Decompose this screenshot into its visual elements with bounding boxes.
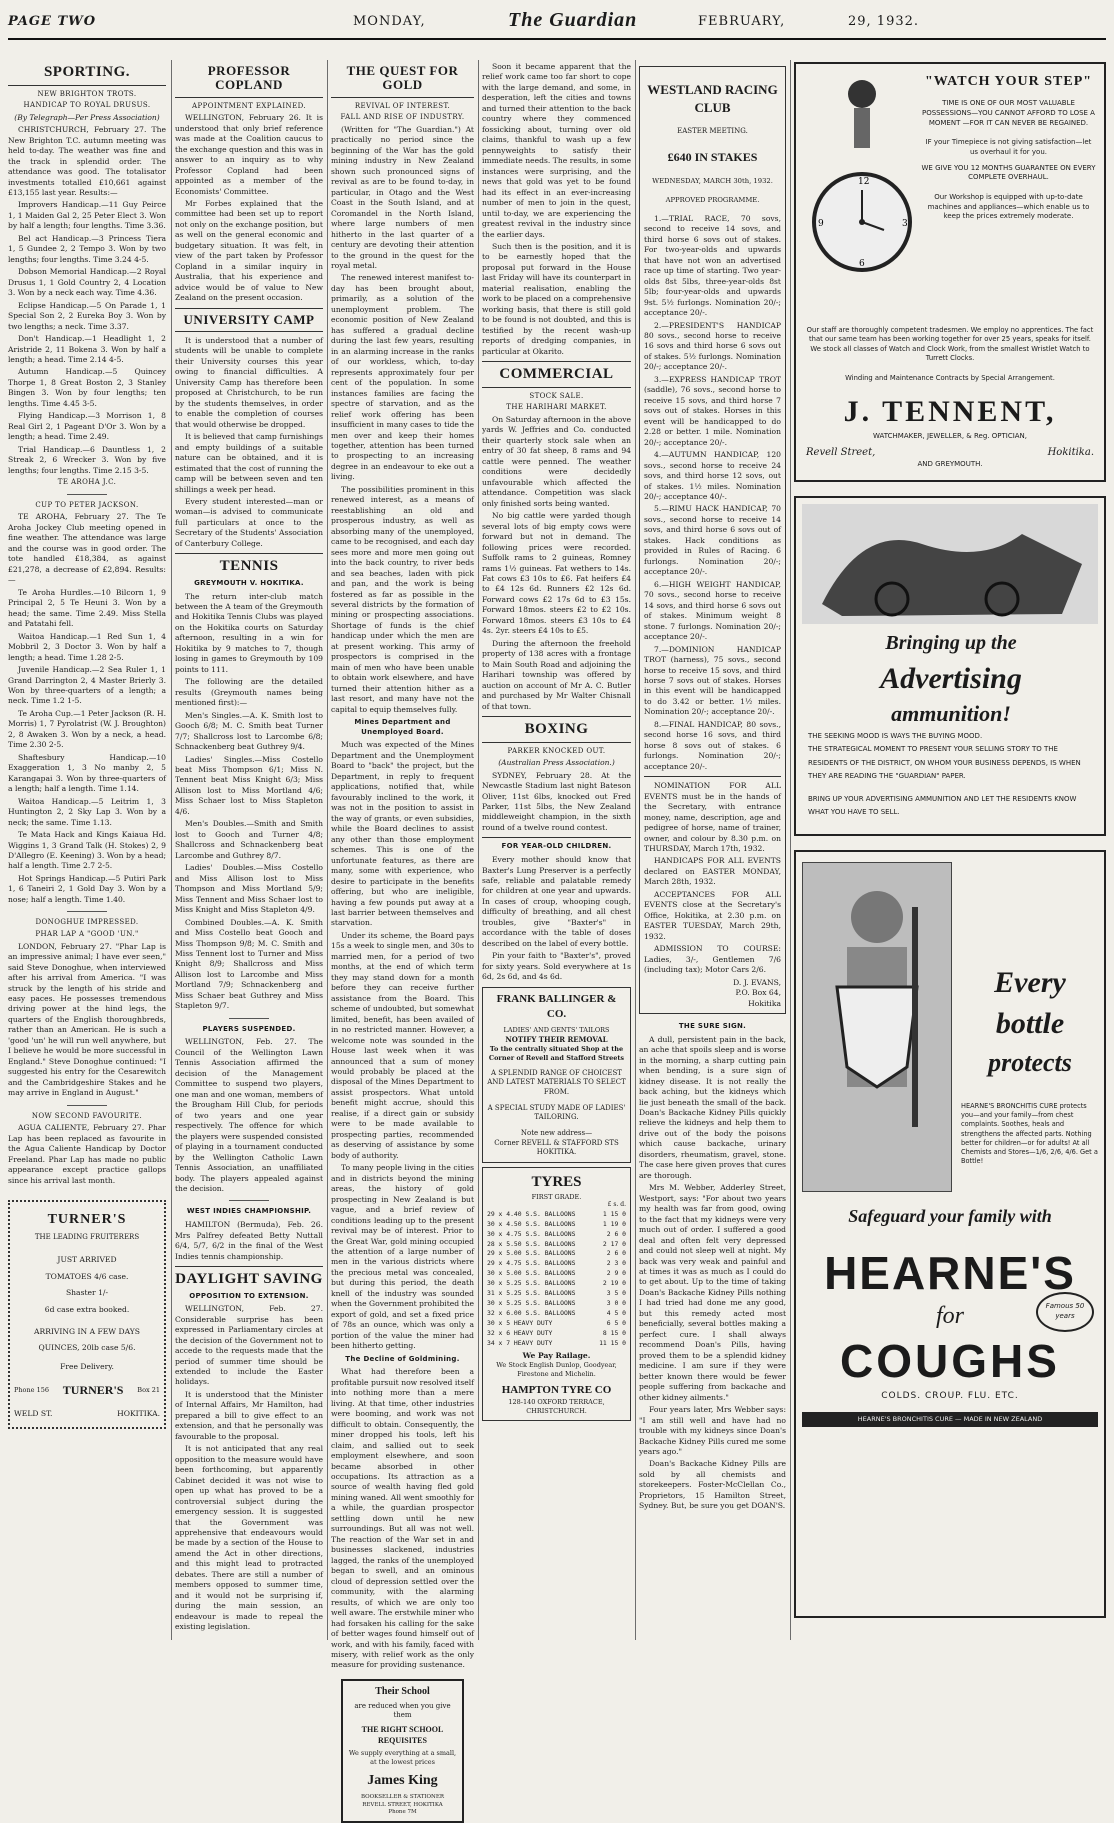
svg-text:9: 9 [818,219,824,229]
heading: Mines Department and Unemployed Board. [354,718,451,736]
tyre-row [487,1319,626,1329]
tennent-advert [794,62,1106,482]
tyre-size: 30 x 5.25 S.S. BALLOONS [487,1299,576,1308]
james-king-advert [341,1679,464,1823]
paragraph: Under its scheme, the Board pays 15s a week to single men, and 30s to married men, for a period of two months, at the end of which term they may stand down for a month before they can receive further assistance from the Board. This scheme of undoubted, but somewhat limited, benefit, has been availed of in no restricted manner. However, a welcome note was sounded in the House last week when it was announced that a sum of money would probably be placed at the disposal of the Mines Department to assist prospectors. What untold benefit might accrue, should this realise, if a direct gain or subsidy were to be made available to prospecting parties, recommended as deserving of assistance by some body of authority. [331,930,474,1160]
column-adverts [794,62,1106,1637]
ad-line: Revell Street, [806,446,876,458]
paragraph: Much was expected of the Mines Department and the Unemployment Board to "back" the project, but the Department, in reply to frequent applications, notified that, while favourably inclined to the work, it was not in the position to assist in the way of grants, or even subsidies, while the Board declines to assist any other than those employment schemes. This is one of the unfortunate features, as there are many, some with experience, who desire to participate in the benefits offering, but who are ineligible, having a few pounds put away at a last barrier between themselves and starvation. [331,740,474,928]
tyre-size: 28 x 5.50 S.S. BALLOONS [487,1239,576,1248]
ad-title: HEARNE'S [824,1247,1076,1299]
ad-line: LADIES' AND GENTS' TAILORS [503,1026,610,1034]
tyre-size: 29 x 5.00 S.S. BALLOONS [487,1249,576,1258]
result: Don't Handicap.—1 Headlight 1, 2 Aristride 2, 11 Bokena 3. Won by half a length; a head. Time 2.14 4-5. [8,334,166,364]
tyres-advert [482,1167,631,1421]
notice: ACCEPTANCES FOR ALL EVENTS close at the Secretary's Office, Hokitika, at 2.30 p.m. on EASTER TUESDAY, March 29th, 1932. [644,889,781,941]
ad-line: EASTER MEETING. [677,126,748,135]
paragraph: Men's Doubles.—Smith and Smith lost to Gooch and Turner 4/8; Shallcross and Schnackenberg beat Larcombe and Guthrey 8/7. [175,819,323,860]
copland-title: PROFESSOR COPLAND [207,63,291,93]
paragraph: Men's Singles.—A. K. Smith lost to Gooch 6/8; M. C. Smith beat Turner 7/7; Shallcross lost to Larcombe 6/8; Schnackenberg beat Guthrey 9/4. [175,710,323,752]
ad-line: for [935,1303,964,1329]
tyre-price: 6 5 0 [606,1318,626,1327]
paragraph: A dull, persistent pain in the back, an ache that spoils sleep and is worse in the morning, a sharp cutting pain when bending, is a sure sign of kidney disease. It is not really the back aching, but the kidneys which lie just beneath the small of the back. Doan's Backache Kidney Pills quickly relieve the kidneys and help them to drive out of the body the poisons which cause backache, urinary disorders, rheumatism, gravel, stone. The case here given proves that cures are thorough. [639,1034,787,1180]
ad-line: TURNER'S [62,1383,124,1398]
ad-line: Box 21 [137,1386,160,1395]
paragraph: Four years later, Mrs Webber says: "I am still well and have had no trouble with my kidneys since Doan's Backache Kidney Pills cured me some years ago." [639,1405,786,1456]
paragraph: The return inter-club match between the A team of the Greymouth and Hokitika Tennis Clubs was played on the Hokitika courts on Saturday afternoon, resulting in a win for Hokitika by 9 matches to 7, though losing in games to Greymouth by 109 points to 111. [175,591,323,674]
knight-icon [817,877,937,1177]
paragraph: The possibilities prominent in this renewed interest, as a means of reestablishing an old and prosperous industry, as well as absorbing many of the unemployed, came to be recognised, and each day sees more and more men going out into the back country, to river beds and sea beaches, laden with pick and pan, and the work is being fostered as far as possible in the several districts by the formation of mining or prospecting associations. Shortage of funds is the chief handicap under which the men are at present working. This army of prospectors is comprised in the main of men who have been unable to obtain work elsewhere, and have turned their attention hither as a last resort, and many have not the capital to equip themselves fully. [331,484,474,714]
heading: HANDICAP TO ROYAL DRUSUS. [23,101,151,110]
ad-line: Free Delivery. [60,1361,114,1371]
ad-line: QUINCES, 20lb case 5/6. [38,1343,136,1353]
ad-title: WESTLAND RACING [647,82,778,97]
ad-title: protects [988,1047,1072,1077]
heading: NOW SECOND FAVOURITE. [31,1111,143,1120]
result: Dobson Memorial Handicap.—2 Royal Drusus 1, 1 Gold Country 2, 4 Location 3. Won by a neck each way. Time 4.36. [8,267,166,298]
svg-text:6: 6 [859,259,865,269]
ad-title: J. TENNENT, [843,394,1057,428]
notice: ADMISSION TO COURSE: Ladies, 3/-, Gentlemen 7/6 (including tax); Motor Cars 2/6. [644,944,781,975]
column-rule [478,60,479,1640]
tyre-size: 30 x 5.00 S.S. BALLOONS [487,1269,576,1278]
tyre-price: 2 19 0 [602,1279,626,1288]
signature: Hokitika [748,998,781,1008]
ad-line: WEDNESDAY, MARCH 30th, 1932. [652,177,773,186]
paragraph: Ladies' Doubles.—Miss Costello and Miss Allison lost to Miss Thompson and Miss Mortland 5/9; Miss Tennent and Miss Schaer lost to Miss Knight and Miss Stapleton 4/9. [175,863,323,915]
column-commercial [482,62,631,1637]
daylight-title: DAYLIGHT SAVING [175,1271,323,1288]
masthead-title: The Guardian [508,9,638,31]
boxing-title: BOXING [524,721,589,738]
ad-line: TIME IS ONE OF OUR MOST VALUABLE POSSESSIONS—YOU CANNOT AFFORD TO LOSE A MOMENT —FOR IT CAN NEVER BE REGAINED. [922,99,1095,127]
svg-text:12: 12 [858,177,870,187]
tyre-price: 2 6 0 [606,1229,626,1238]
paragraph: WELLINGTON, Feb. 27. Considerable surprise has been expressed in Parliamentary circles at the decision of the Government not to accede to the requests made that the period of summer time should be extended to include the Easter holidays. [175,1304,323,1387]
ad-line: HAMPTON TYRE CO [501,1384,612,1397]
paragraph: During the afternoon the freehold property of 138 acres with a frontage to Main South Road and adjoining the Harihari township was offered by auction on account of Mr A. C. Butler and purchased by Mr Walter Chisnall of that town. [482,638,631,711]
paragraph: Mr Forbes explained that the committee had been set up to report not only on the exchange position, but as well on the general economic and budgetary situation. It was felt, in view of the part taken by Professor Copland in a similar inquiry in Australia, that his experience and advice would be of value to New Zealand on the present occasion. [175,199,323,303]
paragraph: Doan's Backache Kidney Pills are sold by all chemists and storekeepers. Foster-McClellan Co., Proprietors, 15 Hamilton Street, Sydney. But, be sure you get DOAN'S. [639,1459,786,1511]
tennis-title: TENNIS [219,558,279,575]
ad-line: Shaster 1/- [65,1288,109,1298]
tyre-size: 31 x 5.25 S.S. BALLOONS [487,1289,576,1298]
tyre-price: 2 6 0 [606,1249,626,1258]
ad-line: TOMATOES 4/6 case. [45,1271,129,1281]
tyre-price: 1 19 0 [602,1219,626,1228]
ad-line: WELD ST. [14,1408,53,1418]
tyre-price: 3 0 0 [606,1299,626,1308]
tyre-row [487,1339,626,1349]
ad-line: FIRST GRADE. [531,1192,582,1201]
tyre-row [487,1329,626,1339]
column-rule [790,60,791,1640]
event: 5.—RIMU HACK HANDICAP, 70 sovs., second horse to receive 14 sovs, and third horse 6 sovs out of stakes. Hack conditions as provided in Rules of Racing. 6 furlongs. Nomination 20/-; acceptance 20/-. [644,504,781,577]
result: Waitoa Handicap.—5 Leitrim 1, 3 Huntington 2, 2 Sky Lap 3. Won by a neck; the same. Time 1.13. [8,796,166,827]
column-rule [635,60,636,1640]
paragraph: HAMILTON (Bermuda), Feb. 26. Mrs Palfrey defeated Betty Nuttall 6/4, 5/7, 6/2 in the final of the West Indies tennis championship. [175,1220,323,1261]
ad-line: We Pay Railage. [522,1350,591,1360]
event: 8.—FINAL HANDICAP, 80 sovs., second horse 16 sovs, and third horse 8 sovs out of stakes. 6 furlongs. Nomination 20/-; acceptance 20/-. [644,719,781,771]
notice: HANDICAPS FOR ALL EVENTS declared on EASTER MONDAY, March 28th, 1932. [644,856,781,887]
ad-line: Our Workshop is equipped with up-to-date machines and appliances—which enable us to keep the prices extremely moderate. [927,192,1090,221]
tyre-size: 32 x 6.00 S.S. BALLOONS [487,1308,576,1317]
paragraph: Pin your faith to "Baxter's", proved for sixty years. Sold everywhere at 1s 6d, 2s 6d, and 4s 6d. [482,951,631,982]
byline: (Australian Press Association.) [498,758,615,768]
ad-line: A SPECIAL STUDY MADE OF LADIES' TAILORING. [487,1103,626,1122]
ad-title: Advertising [880,661,1022,695]
paragraph: It is understood that a number of students will be unable to complete their University courses this year owing to financial difficulties. A University Camp has therefore been proposed at Christchurch, to be run by the students themselves, in order to enable the completion of courses that would otherwise be dropped. [175,335,323,429]
event: 3.—EXPRESS HANDICAP TROT (saddle), 76 sovs., second horse to receive 15 sovs, and third horse 7 sovs out of stakes. Horses in this event will be handicapped to do 2.28 or better. 1 mile. Nomination 20/-; acceptance 20/-. [644,374,781,447]
ad-line: Winding and Maintenance Contracts by Special Arrangement. [845,373,1055,382]
ad-line: THE LEADING FRUITERERS [34,1233,140,1242]
signature: D. J. EVANS, [733,977,781,987]
result: Shaftesbury Handicap.—10 Exaggeration 1, 3 No manby 2, 5 Karangapai 3. Won by three-quarters of a length; half a length. Time 1.14. [8,752,166,794]
masthead [8,6,1106,40]
ad-line: HEARNE'S BRONCHITIS CURE protects you—and your family—from chest complaints. Soothes, heals and strengthens the affected parts. Nothing better for children—or for adults! At all Chemists and Stores—1/6, 2/6, 4/6. Get a Bottle! [961,1102,1098,1166]
paragraph: Soon it became apparent that the relief work came too far short to cope with the large demand, and some, in desperation, left the cities and towns and turned their attention to the back country where they commenced fossicking about, turning over old claims, thankful to wash up a few pennyweights to satisfy their immediate needs. The results, in some instances were surprising, and the news that gold was yet to be found had its effect in an ever-increasing number of men to join in the quest, until to-day, we are experiencing the greatest revival in the industry since the earlier days. [482,62,631,239]
horses-illustration [802,504,1098,624]
heading: REVIVAL OF INTEREST. [354,101,451,110]
ad-line: Phone 156 [14,1386,49,1395]
ad-line: AND GREYMOUTH. [917,459,983,468]
badge: Famous 50 years [1036,1292,1094,1332]
ad-title: TURNER'S [47,1212,127,1228]
event: 2.—PRESIDENT'S HANDICAP 80 sovs., second horse to receive 16 sovs and third horse 6 sovs out of stakes. 5½ furlongs. Nomination 20/-; acceptance 20/-. [644,320,781,372]
ad-line: REVELL STREET, HOKITIKA [362,1801,443,1808]
ad-line: 6d case extra booked. [44,1304,130,1314]
tyre-row [487,1269,626,1279]
tyre-row [487,1230,626,1240]
ad-line: Our staff are thoroughly competent tradesmen. We employ no apprentices. The fact that our same team has been working together for over 25 years, speaks for itself. We stock all classes of Watch and Clock Work, from the smallest Wristlet Watch to Turrett Clocks. [806,326,1094,363]
ad-line: Phone 7M [388,1809,417,1816]
hearnes-advert [794,850,1106,1618]
tyre-row [487,1289,626,1299]
ad-line: WATCHMAKER, JEWELLER, & Reg. OPTICIAN, [872,432,1028,441]
tyre-price: 2 17 0 [602,1239,626,1248]
ad-line: THE STRATEGICAL MOMENT TO PRESENT YOUR SELLING STORY TO THE RESIDENTS OF THE DISTRICT, ON WHOM YOUR BUSINESS DEPENDS, IS WHEN THEY ARE READING THE "GUARDIAN" PAPER. [808,745,1081,780]
byline: (By Telegraph—Per Press Association) [14,112,160,122]
ad-line: BOOKSELLER & STATIONER [360,1794,445,1801]
paragraph: WELLINGTON, Feb. 27. The Council of the Wellington Lawn Tennis Association affirmed the decision of the Management Committee to suspend two players, one man and one woman, members of the Brougham Hill Club, for periods of two years and one year respectively. The offence for which the players were suspended consisted of playing in a tournament conducted by the Wellington Catholic Lawn Tennis Association, an unaffiliated body. The players appealed against the decision. [175,1037,323,1194]
tyre-price: 2 9 0 [606,1269,626,1278]
paragraph: It is not anticipated that any real opposition to the measure would have been forthcoming, but apparently Cabinet decided it was not wise to open up what has proved to be a controversial subject during the emergency session. It is suggested that the Government was apprehensive that endeavours would be made by a section of the House to amend the Act in other directions, and this might lead to protracted debates. There are still a number of members opposed to summer time, and it would not be surprising if, during the main session, an endeavour is made to repeal the existing legislation. [175,1444,323,1632]
event: 1.—TRIAL RACE, 70 sovs, second to receive 14 sovs, and third horse 6 sovs out of stakes. For two-year-olds and upwards that have not won an advertised race up time of starting. Two year-olds 8st 5lbs, three-year-olds 8st 5lb; four-year-olds and upwards 9st. 5½ furlongs. Nomination 20/-; acceptance 20/-. [644,213,781,318]
column-racing [639,62,786,1637]
ad-line: We supply everything at a small, at the lowest prices [348,1749,457,1767]
ad-line: 128-140 OXFORD TERRACE, [508,1398,605,1407]
ad-title: "WATCH YOUR STEP" [924,74,1093,89]
heading: PLAYERS SUSPENDED. [202,1024,296,1033]
ad-line: WE GIVE YOU 12 MONTHS GUARANTEE ON EVERY COMPLETE OVERHAUL. [921,163,1096,182]
tyre-price: 11 15 0 [599,1338,626,1347]
ad-line: JUST ARRIVED [57,1255,117,1265]
paragraph: LONDON, February 27. "Phar Lap is an impressive animal; I have ever seen," said Steve Donoghue, when interviewed after his arrival from America. "I was struck by the length of his stride and easy paces. He possesses tremendous driving power at the hind legs, the quarters of the English thoroughbreds, rather than an American. He is such a 'good 'un' he will run well anywhere, but I believe he would be more successful in England." Steve Donoghue continued: "I suggested his entry for the Cesarewitch and the Cambridgeshire Stakes and he may arrive in England in August." [8,941,166,1098]
result: Eclipse Handicap.—5 On Parade 1, 1 Special Son 2, 2 Eureka Boy 3. Won by two lengths; a neck. Time 3.37. [8,300,166,331]
heading: CUP TO PETER JACKSON. [35,500,139,509]
paragraph: The following are the detailed results (Greymouth names being mentioned first):— [175,677,323,708]
notice: NOMINATION FOR ALL EVENTS must be in the hands of the Secretary, with entrance money, name, description, age and pedigree of horse, name of trainer, owner, and colour by 8.30 p.m. on THURSDAY, March 17th, 1932. [644,781,781,854]
paragraph: The renewed interest manifest to-day has been brought about, primarily, as a solution of the unemployment problem. The economic position of New Zealand has suffered a gradual decline during the last few years, resulting in an alarming increase in the ranks of our workless, which, to-day represents approximately four per cent of the population. In some instances families are facing the spectre of starvation, and as the relief work offering has been insufficient in many cases to tide the men over and keep their homes together, attention has been turned to prospecting to an increasing degree in an endeavour to eke out a living. [331,273,474,482]
result: Flying Handicap.—3 Morrison 1, 8 Real Girl 2, 1 Pageant D'Or 3. Won by a length; a head. Time 2.49. [8,411,166,442]
masthead-month: FEBRUARY, [698,14,786,29]
ad-line: THE SEEKING MOOD IS WAYS THE BUYING MOOD. [808,732,983,740]
gold-title: THE QUEST FOR GOLD [346,63,459,93]
commercial-title: COMMERCIAL [499,366,614,383]
heading: FALL AND RISE OF INDUSTRY. [340,113,465,122]
ad-line: A SPLENDID RANGE OF CHOICEST AND LATEST MATERIALS TO SELECT FROM. [487,1068,626,1096]
result: Bel act Handicap.—3 Princess Tiera 1, 5 Gundee 2, 2 Tempo 3. Won by two lengths; four lengths. Time 3.24 4-5. [8,233,166,264]
paragraph: TE AROHA, February 27. The Te Aroha Jockey Club meeting opened in fine weather. The attendance was large and the course was in good order. The tote handled £18,384, as against £21,278, a decrease of £2,894. Results:— [8,512,166,585]
ad-line: Note new address— [520,1128,593,1137]
paragraph: On Saturday afternoon in the above yards W. Jeffries and Co. conducted their quarterly stock sale when an entry of 30 fat sheep, 8 rams and 94 cattle were penned. The weather conditions were decidedly unfavourable which affected the attendance. Competition was slack only finished sorts being wanted. [482,414,631,508]
result: Improvers Handicap.—11 Guy Peirce 1, 1 Maiden Gal 2, 25 Peter Elect 3. Won by half a length; four lengths. Time 3.36. [8,200,166,231]
event: 6.—HIGH WEIGHT HANDICAP, 70 sovs., second horse to receive 14 sovs, and third horse 6 sovs out of stakes. Minimum weight 8 stone. 7 furlongs. Nomination 20/-; acceptance 20/-. [644,579,781,642]
paragraph: It is believed that camp furnishings and empty buildings of a suitable nature can be obtained, and it is estimated that the cost of running the camp will be between seven and ten shillings a week per head. [175,432,323,494]
heading: STOCK SALE. [529,391,584,400]
knight-illustration [802,862,952,1192]
ad-line: THE RIGHT SCHOOL REQUISITES [361,1725,444,1746]
ad-title: ammunition! [891,700,1011,726]
ad-line: BRING UP YOUR ADVERTISING AMMUNITION AND LET THE RESIDENTS KNOW WHAT YOU HAVE TO SELL. [808,795,1077,817]
heading: THE HARIHARI MARKET. [506,403,607,412]
paragraph: CHRISTCHURCH, February 27. The New Brighton T.C. autumn meeting was held to-day. The weather was fine and the track in splendid order. The attendance was good. The totalisator investments totalled £10,661 against £13,155 last year. Results:— [8,125,166,197]
tyre-row [487,1249,626,1259]
ad-line: Safeguard your family with [848,1206,1052,1226]
ad-line: £ s. d. [607,1201,626,1209]
result: Te Mata Hack and Kings Kaiaua Hd. Wiggins 1, 3 Grand Talk (H. Stokes) 2, 9 D'Allegro (E. Keening) 3. Won by a head; half a length. Time 2.7 2-5. [8,830,166,871]
paragraph: To many people living in the cities and in districts beyond the mining areas, the history of gold prospecting in New Zealand is but vague, and a brief review of conditions leading up to the present revival may be of interest. Prior to the Great War, gold mining occupied the attention of a large number of men in the various districts where the precious metal was concealed, but during this period, the death knell of the industry was sounded when the Government prohibited the export of gold, and set a fixed price of 78s an ounce, which was only a portion of the value the miner had been hitherto getting. [331,1163,474,1351]
heading: DONOGHUE IMPRESSED. [35,918,139,927]
ad-line: We Stock English Dunlop, Goodyear, Firestone and Michelin. [496,1361,617,1379]
tyre-price: 1 15 0 [602,1209,626,1218]
column-sporting [8,62,166,1637]
ad-title: bottle [995,1007,1065,1041]
heading: PARKER KNOCKED OUT. [507,746,606,755]
ad-line: £640 IN STAKES [667,149,758,164]
tyre-size: 29 x 4.40 S.S. BALLOONS [487,1209,576,1218]
ad-line: IF your Timepiece is not giving satisfaction—let us overhaul it for you. [925,138,1092,156]
ad-line: James King [367,1773,438,1789]
westland-advert [639,66,786,1014]
advertising-advert [794,496,1106,836]
tyre-price: 4 5 0 [606,1308,626,1317]
tyre-price-list [487,1210,626,1349]
tyre-size: 30 x 4.50 S.S. BALLOONS [487,1219,576,1228]
ad-line: APPROVED PROGRAMME. [665,196,760,205]
heading: GREYMOUTH V. HOKITIKA. [194,578,304,587]
result: Autumn Handicap.—5 Quincey Thorpe 1, 8 Great Boston 2, 3 Stanley Bingen 3. Won by four lengths; ten lengths. Time 4.45 3-5. [8,367,166,408]
heading: FOR YEAR-OLD CHILDREN. [501,842,612,851]
paragraph: Combined Doubles.—A. K. Smith and Miss Costello beat Gooch and Miss Thompson 9/8; M. C. Smith and Miss Tennent lost to Turner and Miss Knight 8/9; Shallcross and Miss Allison lost to Larcombe and Miss Mortland 7/9; Schnackenberg and Miss Schaer beat Guthrey and Miss Stapleton 9/7. [175,917,323,1011]
ad-line: To the centrally situated Shop at the Corner of Revell and Stafford Streets [488,1044,625,1062]
ad-title: TYRES [531,1173,582,1190]
tyre-size: 29 x 4.75 S.S. BALLOONS [487,1259,576,1268]
tyre-row [487,1210,626,1220]
sporting-title: SPORTING. [43,64,131,80]
result: Te Aroha Hurdles.—10 Bilcorn 1, 9 Principal 2, 5 Te Heuni 3. Won by a head; the same. Time 2.49. Miss Stella and Patatahi fell. [8,587,166,629]
paragraph: Every student interested—man or woman—is advised to communicate full particulars at once to the Secretary of the Students' Association of Canterbury College. [175,497,323,548]
tyre-row [487,1220,626,1230]
heading: NEW BRIGHTON TROTS. [37,89,137,98]
tyre-size: 30 x 5 HEAVY DUTY [487,1318,553,1327]
heading: PHAR LAP A "GOOD 'UN." [35,930,139,938]
paragraph: WELLINGTON, February 26. It is understood that only brief reference was made at the Coalition caucus to the exchange question and this was in answer to an inquiry as to why Professor Copland had been appointed as a member of the Economists' Committee. [175,113,323,196]
event: 4.—AUTUMN HANDICAP, 120 sovs., second horse to receive 24 sovs, and third horse 12 sovs, out of stakes. 1½ miles. Nomination 20/-; acceptance 40/-. [644,450,781,502]
heading: APPOINTMENT EXPLAINED. [192,101,306,110]
ad-line: HOKITIKA. [117,1408,160,1418]
paragraph: It is understood that the Minister of Internal Affairs, Mr Hamilton, had prepared a bill to give effect to an extension, and that he personally was favourable to the proposal. [175,1389,323,1441]
paragraph: Every mother should know that Baxter's Lung Preserver is a perfectly safe, reliable and palatable remedy for children at one year and upwards. In cases of croup, whooping cough, difficulty of breathing, and all chest troubles, give "Baxter's" in accordance with the table of doses described on the label of every bottle. [482,855,631,948]
result: Trial Handicap.—6 Dauntless 1, 2 Streak 2, 6 Wrecker 3. Won by five lengths; four lengths. Time 2.15 3-5. [8,444,166,475]
tyre-price: 2 3 0 [606,1259,626,1268]
event: 7.—DOMINION HANDICAP TROT (harness), 75 sovs., second horse to receive 15 sovs, and third horse 7 sovs out of stakes. Horses in this event will be handicapped to do 3.42 or better. 1½ miles. Nomination 20/-; acceptance 20/-. [644,644,781,717]
ad-title: Bringing up the [885,632,1017,654]
page-label: PAGE TWO [8,14,97,29]
ad-title: FRANK BALLINGER & CO. [496,992,617,1020]
paragraph: No big cattle were yarded though several lots of big empty cows were forward but not in demand. The following prices were recorded. Suffolk rams to 2 guineas, Romney rams 1½ guineas. Fat wethers to 14s. Fat cows £3 10s to £6. Fat heifers £4 to £4 12s 6d. Runners £2 12s 6d. Forward cows £2 17s 6d to £3 15s. Forward 18mos. steers £2 to £2 10s. Forward 18mos. steers £3 10s to £4 4s. 2yr. steers £4 10s to £5. [482,511,631,636]
result: Hot Springs Handicap.—5 Putiri Park 1, 6 Taneiri 2, 1 Gold Day 3. Won by a nose; half a length. Time 1.40. [8,873,166,904]
paragraph: Mrs M. Webber, Adderley Street, Westport, says: "For about two years my health was far from good, owing to the fact that my kidneys were very much out of order. I suffered a good deal and often felt very depressed and could not sleep well at night. My back was very weak and painful and at times it was as much as I could do to get about. Up to the time of taking Doan's Backache Kidney Pills nothing I had tried had done me any good, but this remedy acted most beneficially, several bottles making a perfect cure. I shall always recommend Doan's Pills, having proved them to be a splendid kidney medicine. I am sure if they were better known there would be fewer people suffering from backache and other kidney ailments." [639,1183,786,1402]
ballinger-advert [482,987,631,1163]
university-title: UNIVERSITY CAMP [183,311,315,327]
svg-text:3: 3 [902,219,908,229]
ad-line: COLDS. CROUP. FLU. ETC. [881,1391,1019,1401]
column-gold [331,62,474,1816]
tyre-price: 3 5 0 [606,1289,626,1298]
tyre-price: 8 15 0 [602,1328,626,1337]
result: Waitoa Handicap.—1 Red Sun 1, 4 Mobbril 2, 3 Doctor 3. Won by half a length; a head. Time 1.28 2-5. [8,631,166,662]
column-rule [171,60,172,1640]
column-news [175,62,323,1637]
tyre-row [487,1299,626,1309]
ad-title: COUGHS [840,1335,1060,1387]
heading: THE SURE SIGN. [678,1022,747,1031]
masthead-day: MONDAY, [353,14,426,29]
paragraph: What had therefore been a profitable pursuit now resolved itself into nothing more than a mere living. At that time, other industries were booming, and work was not difficult to obtain. Consequently, the miner dropped his tools, left his claim, and sallied out to seek employment elsewhere, and soon became absorbed in other occupations. Its attraction as a source of wealth having fled gold mining waned. All went smoothly for a while, the guardian prospector settling down until he new surroundings. But all was not well. The reaction of the War set in and businesses slackened, industries lagged, the ranks of the unemployed began to swell, and an ominous cloud of depression settled over the community, with the alarming results, of which we are only too well aware. The erstwhile miner who had forsaken his calling for the sake of better wages found himself out of work, and with his family, faced with misery, with relief work as the only measure for providing sustenance. [331,1367,474,1670]
tyre-size: 32 x 6 HEAVY DUTY [487,1328,553,1337]
heading: The Decline of Goldmining. [345,1354,460,1363]
result: Juvenile Handicap.—2 Sea Ruler 1, 1 Grand Darrington 2, 4 Master Brierly 3. Won by three-quarters of a length; a neck. Time 1.2 1-5. [8,665,166,706]
paragraph: AGUA CALIENTE, February 27. Phar Lap has been replaced as favourite in the Agua Caliente Handicap by Doctor Freeland. Phar Lap has made no public appearance except practice gallops since his arrival last month. [8,1123,166,1185]
column-rule [327,60,328,1640]
paragraph: (Written for "The Guardian.") At practically no period since the beginning of the War has the gold mining industry in New Zealand shown such pronounced signs of revival as are to be found to-day, in particular, in Otago and the West Coast in the South Island, and at Coromandel in the North Island, where large numbers of men hitherto in the last quarter of a century are devoting their attention to the ground in the quest for the royal metal. [331,124,474,270]
paragraph: Such then is the position, and it is to be earnestly hoped that the proposal put forward in the House last Friday will have its counterpart in material realisation, enabling the work to be placed on a comprehensive working basis, that there is still gold to be found is not doubted, and this is testified by the recent wash-up reports of dredging companies, in particular at Okarito. [482,241,631,356]
masthead-date: 29, 1932. [848,14,920,29]
tyre-row [487,1240,626,1250]
ad-line: Hokitika. [1047,446,1094,458]
ad-line: Their School [375,1685,430,1697]
ad-line: are reduced when you give them [354,1701,451,1720]
result: Te Aroha Cup.—1 Peter Jackson (R. H. Morris) 1, 7 Pyrolatrist (W. J. Broughton) 2, 8 Awaken 3. Won by a neck, a head. Time 2.30 2-5. [8,708,166,750]
tyre-row [487,1259,626,1269]
paragraph: Ladies' Singles.—Miss Costello beat Miss Thompson 6/1; Miss N. Tennent beat Miss Knight 6/3; Miss Allison lost to Miss Mortland 4/6; Miss Schaer lost to Miss Stapleton 4/6. [175,754,323,816]
ad-line: Corner REVELL & STAFFORD STS HOKITIKA. [494,1138,619,1157]
paragraph: SYDNEY, February 28. At the Newcastle Stadium last night Bateson Oliver, 11st 6lbs, knocked out Fred Parker, 11st 5lbs, the New Zealand middleweight champion, in the sixth round of a twelve round contest. [482,770,631,832]
heading: WEST INDIES CHAMPIONSHIP. [186,1207,312,1216]
ad-title: Every [994,966,1066,999]
ad-line: HEARNE'S BRONCHITIS CURE — MADE IN NEW ZEALAND [802,1412,1098,1427]
heading: TE AROHA J.C. [57,478,117,487]
signature: P.O. Box 64, [735,988,781,998]
ad-title: CLUB [694,99,731,115]
turners-advert [8,1200,166,1429]
heading: OPPOSITION TO EXTENSION. [189,1291,309,1300]
tyre-row [487,1279,626,1289]
tyre-size: 30 x 5.25 S.S. BALLOONS [487,1279,576,1288]
tyre-row [487,1309,626,1319]
ad-line: CHRISTCHURCH. [526,1407,587,1416]
tyre-size: 30 x 4.75 S.S. BALLOONS [487,1229,576,1238]
ad-line: NOTIFY THEIR REMOVAL [505,1034,608,1044]
ad-line: ARRIVING IN A FEW DAYS [34,1327,140,1336]
clock-boy-illustration [804,72,914,282]
tyre-size: 34 x 7 HEAVY DUTY [487,1338,553,1347]
